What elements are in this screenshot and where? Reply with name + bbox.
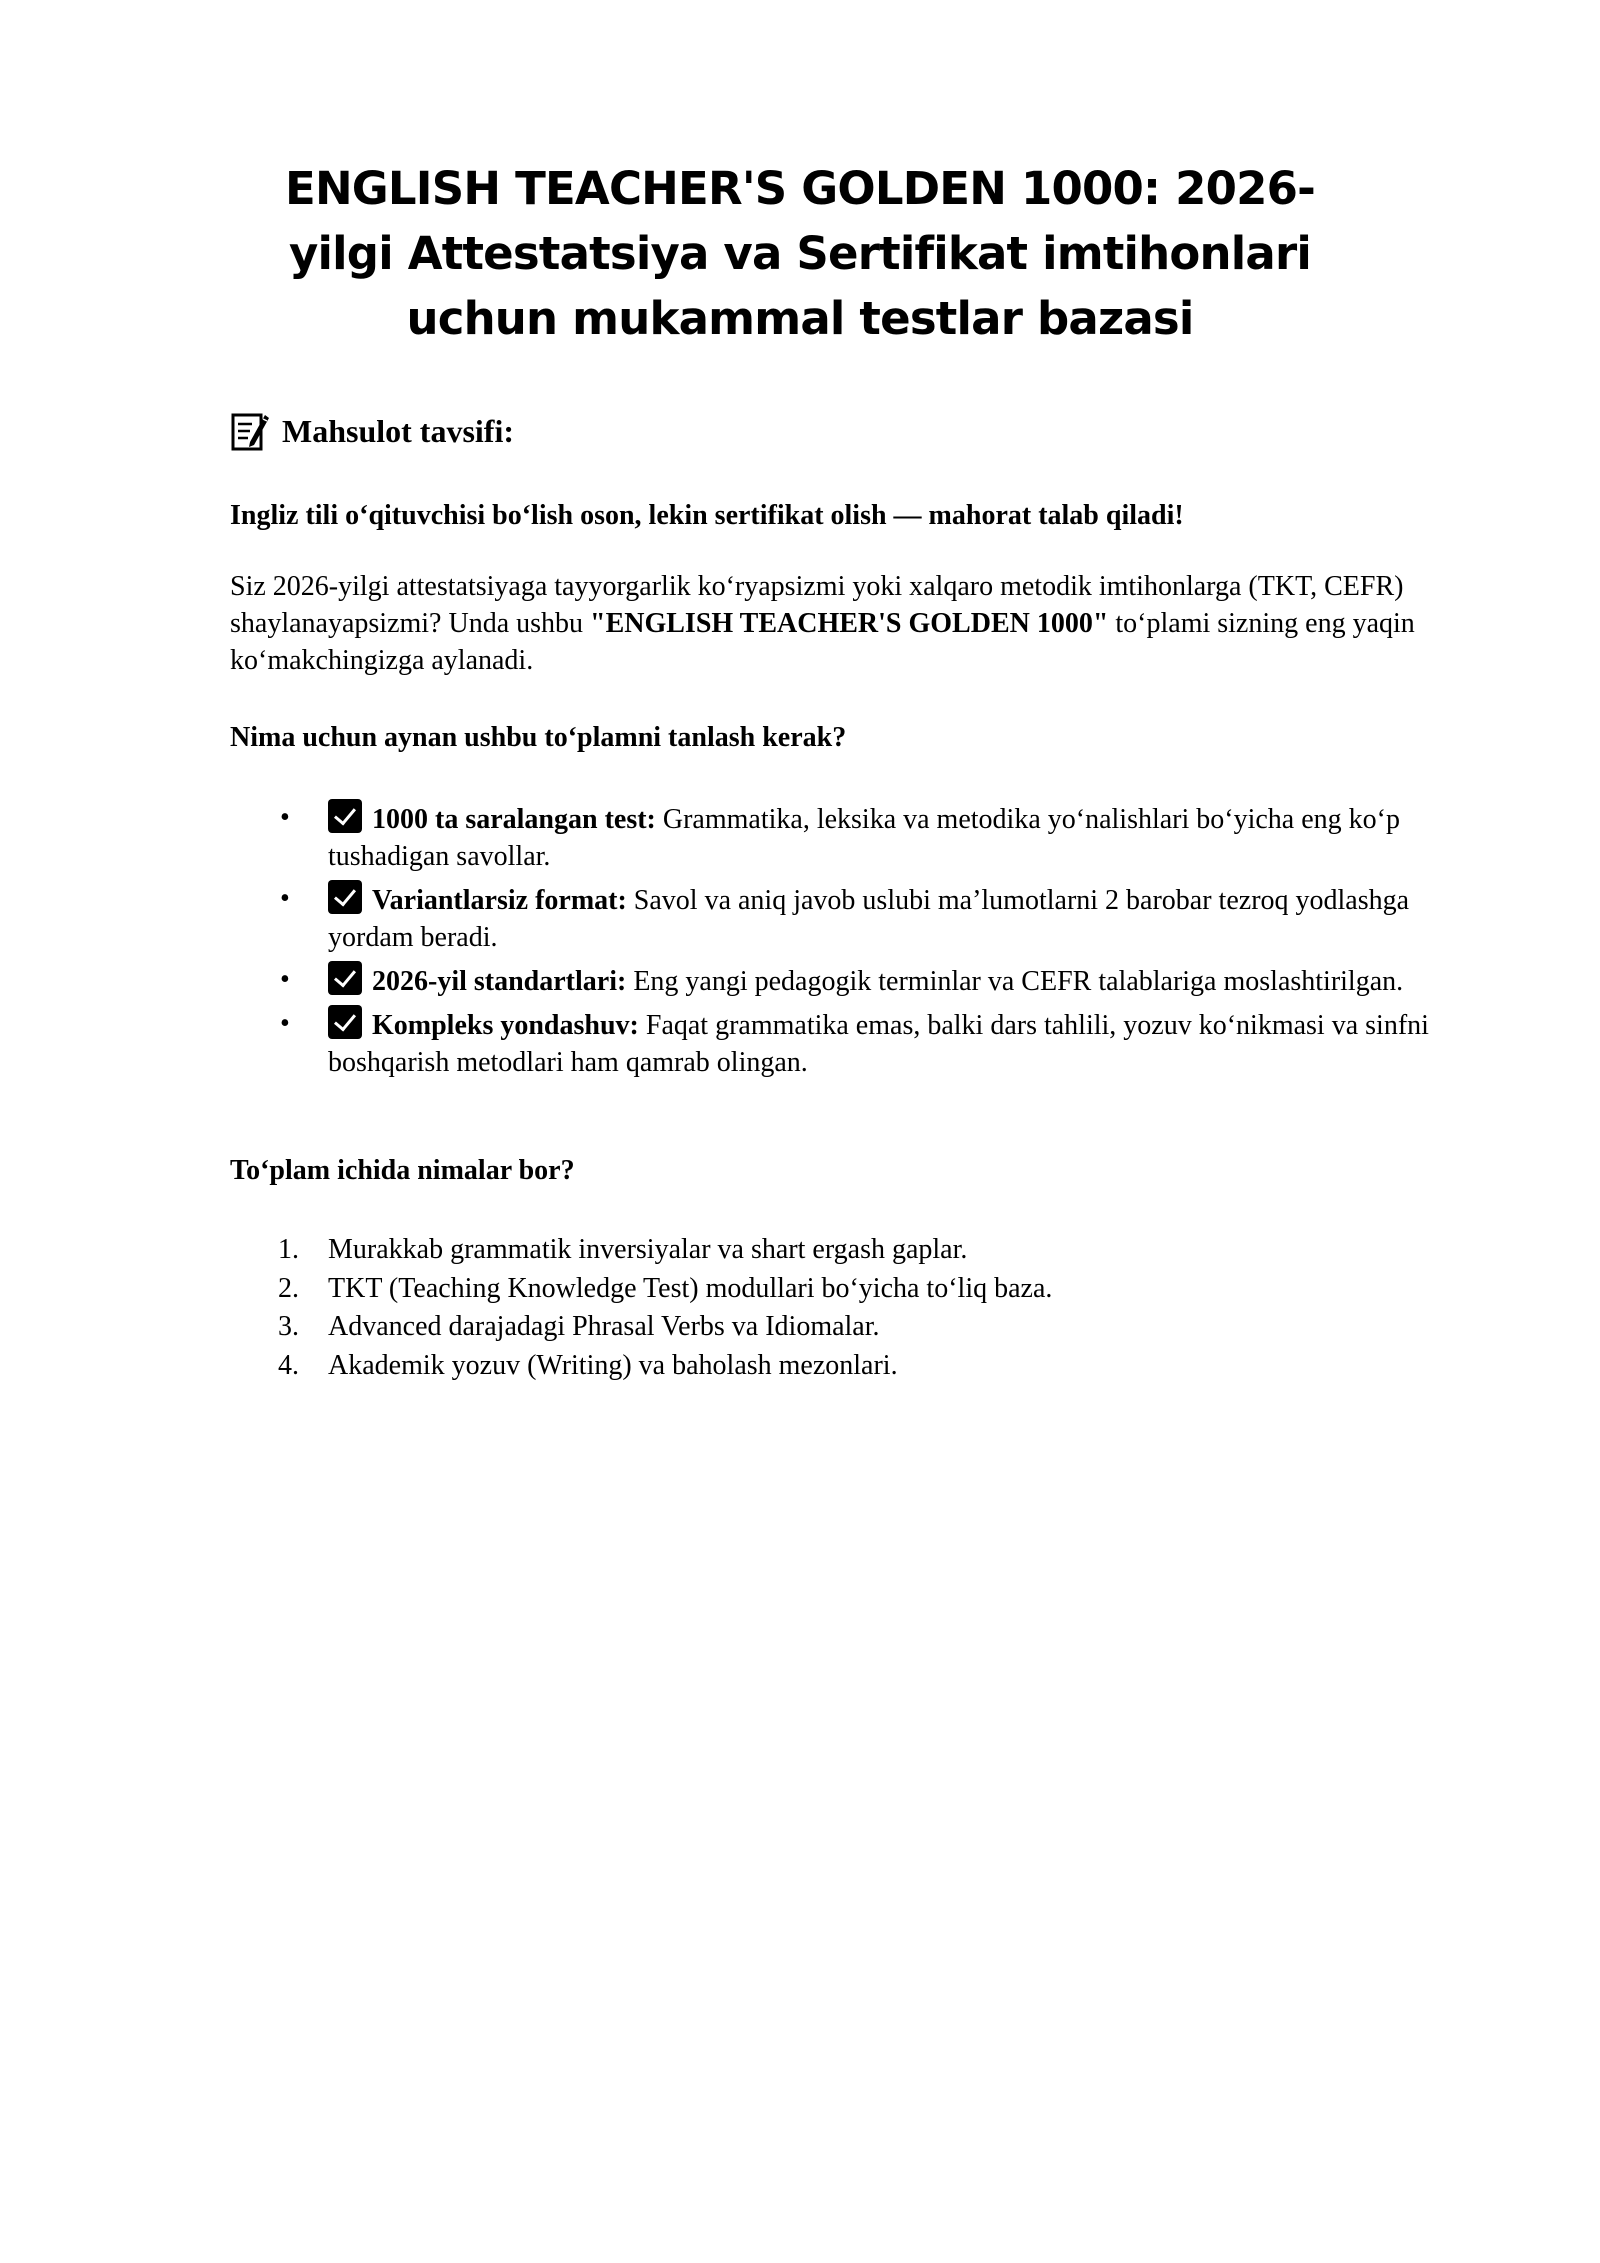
feature-label: 1000 ta saralangan test: xyxy=(372,804,656,835)
feature-label: Kompleks yondashuv: xyxy=(372,1010,639,1041)
contents-item xyxy=(230,1270,1490,1307)
intro-highlight: "ENGLISH TEACHER'S GOLDEN 1000" xyxy=(590,608,1109,639)
intro-paragraph xyxy=(230,568,1490,679)
item-number: 2. xyxy=(278,1272,299,1304)
contents-item xyxy=(230,1308,1490,1345)
contents-item xyxy=(230,1231,1490,1268)
check-icon xyxy=(328,961,362,995)
feature-item xyxy=(230,880,1490,956)
item-text: TKT (Teaching Knowledge Test) modullari bo‘yicha to‘liq baza. xyxy=(328,1272,1053,1304)
feature-text: Grammatika, leksika va metodika yo‘nalishlari bo‘yicha eng ko‘p tushadigan savollar. xyxy=(328,804,1400,872)
contents-list xyxy=(230,1231,1490,1386)
item-number: 3. xyxy=(278,1311,299,1343)
document-title: ENGLISH TEACHER'S GOLDEN 1000: 2026-yilgi Attestatsiya va Sertifikat imtihonlari uchun mukammal testlar bazasi xyxy=(285,162,1315,345)
item-text: Murakkab grammatik inversiyalar va shart ergash gaplar. xyxy=(328,1234,968,1265)
section-heading xyxy=(230,409,514,453)
check-icon xyxy=(328,1005,362,1039)
why-heading: Nima uchun aynan ushbu to‘plamni tanlash kerak? xyxy=(230,722,847,753)
section-heading-label: Mahsulot tavsifi: xyxy=(282,413,514,449)
feature-text: Eng yangi pedagogik terminlar va CEFR talablariga moslashtirilgan. xyxy=(626,966,1404,997)
intro-text-before: Siz 2026-yilgi attestatsiyaga tayyorgarlik ko‘ryapsizmi yoki xalqaro metodik imtihonlarga (TKT, CEFR) shaylanayapsizmi? Unda ushbu xyxy=(230,571,1404,639)
memo-icon xyxy=(230,409,270,453)
item-number: 1. xyxy=(278,1234,299,1265)
contents-item xyxy=(230,1347,1490,1384)
bullet-dot: • xyxy=(280,883,290,914)
feature-item xyxy=(230,799,1490,875)
feature-item xyxy=(230,961,1490,1000)
intro-text-after: to‘plami sizning eng yaqin ko‘makchingizga aylanadi. xyxy=(230,608,1415,676)
feature-item xyxy=(230,1005,1490,1081)
lead-statement: Ingliz tili o‘qituvchisi bo‘lish oson, lekin sertifikat olish — mahorat talab qiladi! xyxy=(230,500,1184,531)
feature-label: 2026-yil standartlari: xyxy=(372,966,627,997)
feature-label: Variantlarsiz format: xyxy=(372,885,627,916)
item-text: Akademik yozuv (Writing) va baholash mezonlari. xyxy=(328,1350,898,1382)
bullet-dot: • xyxy=(280,1008,290,1039)
feature-text: Faqat grammatika emas, balki dars tahlili, yozuv ko‘nikmasi va sinfni boshqarish metodlari ham qamrab olingan. xyxy=(328,1010,1429,1078)
item-number: 4. xyxy=(278,1350,299,1382)
feature-list xyxy=(230,799,1490,1086)
check-icon xyxy=(328,799,362,833)
bullet-dot: • xyxy=(280,802,290,833)
feature-text: Savol va aniq javob uslubi ma’lumotlarni 2 barobar tezroq yodlashga yordam beradi. xyxy=(328,885,1410,953)
check-icon xyxy=(328,880,362,914)
bullet-dot: • xyxy=(280,964,290,995)
item-text: Advanced darajadagi Phrasal Verbs va Idiomalar. xyxy=(328,1311,880,1343)
inside-heading: To‘plam ichida nimalar bor? xyxy=(230,1155,575,1186)
